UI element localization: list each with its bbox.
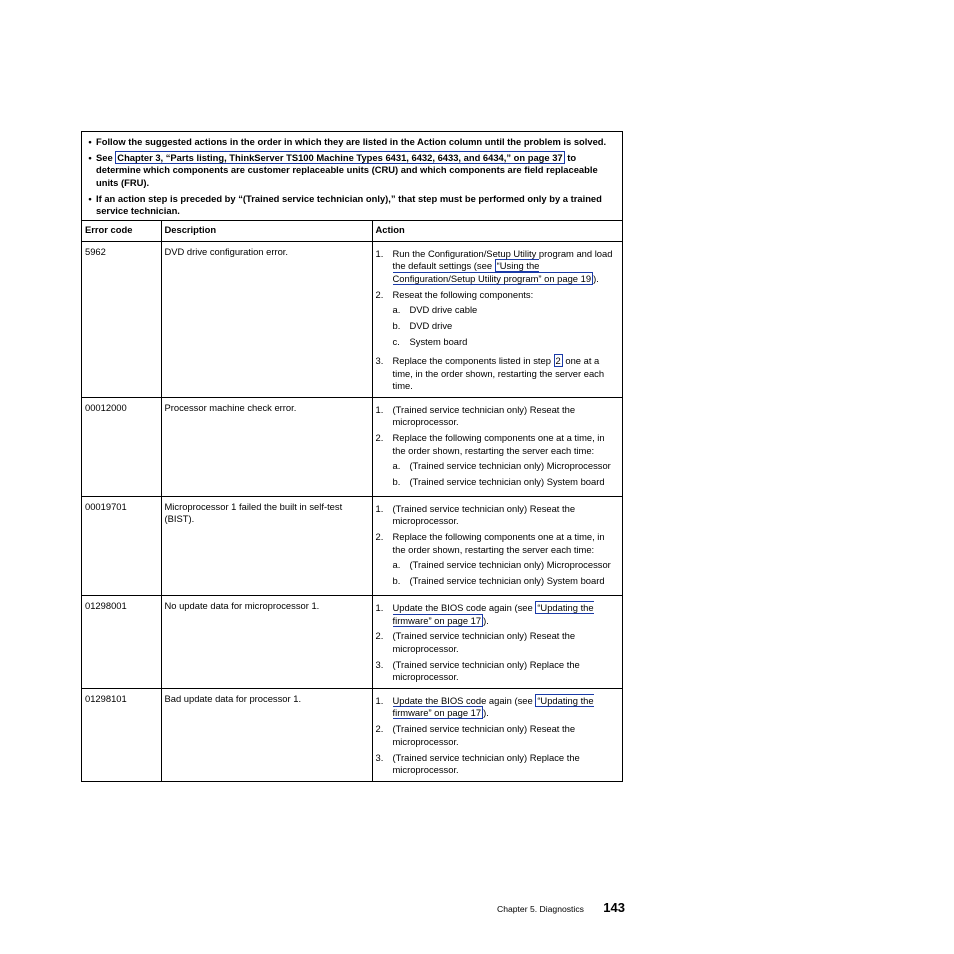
table-row xyxy=(82,397,622,496)
step-text-before-link: Replace the components listed in step xyxy=(392,354,554,366)
sub-step-text: DVD drive xyxy=(409,320,453,332)
step-number: 1. xyxy=(375,694,384,706)
header-action: Action xyxy=(372,221,622,242)
page-number: 143 xyxy=(603,900,625,915)
action-step xyxy=(376,723,620,748)
error-code-table xyxy=(82,220,622,781)
sub-steps xyxy=(393,304,620,348)
action-steps xyxy=(376,602,620,684)
note-prefix: See xyxy=(96,152,116,164)
action-step xyxy=(376,289,620,352)
step-text xyxy=(393,531,620,591)
action-step xyxy=(376,432,620,492)
table-body xyxy=(82,241,622,781)
usage-notes xyxy=(82,132,622,220)
cross-reference-link[interactable]: “Using the Configuration/Setup Utility program” on page 19 xyxy=(392,260,592,284)
step-text-before-link: Update the BIOS code again (see xyxy=(392,601,536,613)
action-step xyxy=(376,248,620,286)
step-body: (Trained service technician only) Replace the microprocessor. xyxy=(392,751,580,776)
table-row xyxy=(82,241,622,397)
action-steps xyxy=(376,503,620,591)
error-code-cell: 01298101 xyxy=(82,688,161,780)
action-step xyxy=(376,659,620,684)
note-text: Follow the suggested actions in the order in which they are listed in the Action column until the problem is solved. xyxy=(96,136,607,147)
error-code-cell: 5962 xyxy=(82,241,161,397)
action-step xyxy=(376,503,620,528)
step-number: 1. xyxy=(375,601,384,613)
bullet: • xyxy=(88,136,92,147)
sub-step xyxy=(393,559,620,572)
step-text xyxy=(393,404,620,429)
sub-step-text: System board xyxy=(409,335,468,347)
sub-step-text: DVD drive cable xyxy=(409,304,478,316)
error-code-cell: 01298001 xyxy=(82,595,161,688)
step-text-before-link: Run the Configuration/Setup Utility program and load the default settings (see xyxy=(392,247,613,272)
sub-step-text: (Trained service technician only) System board xyxy=(409,575,605,587)
header-error-code: Error code xyxy=(82,221,161,242)
step-body: (Trained service technician only) Replace the microprocessor. xyxy=(392,658,580,683)
step-body: Replace the following components one at a time, in the order shown, restarting the server each time: xyxy=(392,432,605,456)
bullet: • xyxy=(88,152,92,164)
step-number: 1. xyxy=(375,502,384,514)
step-body: (Trained service technician only) Reseat the microprocessor. xyxy=(392,502,576,527)
header-description: Description xyxy=(161,221,372,242)
table-row xyxy=(82,496,622,595)
cross-reference-link[interactable]: “Updating the firmware” on page 17 xyxy=(392,601,594,626)
action-step xyxy=(376,602,620,627)
sub-step xyxy=(393,320,620,333)
note-suffix: to determine which components are customer replaceable units (CRU) and which components are field replaceable units (FRU). xyxy=(96,152,598,188)
step-text xyxy=(393,659,620,684)
step-number: 2. xyxy=(375,288,384,300)
error-code-cell: 00019701 xyxy=(82,496,161,595)
note-item xyxy=(84,152,618,189)
step-body: (Trained service technician only) Reseat the microprocessor. xyxy=(392,723,576,747)
table-row xyxy=(82,688,622,780)
step-text xyxy=(393,289,620,352)
step-text-after-link: ). xyxy=(593,273,599,284)
note-item xyxy=(84,193,618,217)
action-step xyxy=(376,355,620,393)
action-cell xyxy=(372,688,622,780)
step-text xyxy=(393,723,620,748)
step-text xyxy=(393,355,620,393)
sub-step-letter: a. xyxy=(392,460,401,472)
action-cell xyxy=(372,595,622,688)
sub-steps xyxy=(393,460,620,488)
step-number: 3. xyxy=(375,751,384,763)
step-number: 2. xyxy=(375,723,384,735)
sub-step xyxy=(393,460,620,473)
description-cell: Microprocessor 1 failed the built in self-test (BIST). xyxy=(161,496,372,595)
step-text xyxy=(393,630,620,655)
bullet: • xyxy=(88,192,92,204)
sub-step xyxy=(393,336,620,349)
sub-step-letter: b. xyxy=(392,320,401,332)
sub-step xyxy=(393,476,620,489)
step-number: 1. xyxy=(375,247,384,259)
step-body: (Trained service technician only) Reseat the microprocessor. xyxy=(392,403,576,428)
step-text xyxy=(393,752,620,777)
action-step xyxy=(376,630,620,655)
action-cell xyxy=(372,241,622,397)
error-code-cell: 00012000 xyxy=(82,397,161,496)
step-number: 2. xyxy=(375,531,384,543)
action-steps xyxy=(376,404,620,492)
sub-step xyxy=(393,304,620,317)
cross-reference-link[interactable]: “Updating the firmware” on page 17 xyxy=(392,694,594,719)
sub-step-text: (Trained service technician only) System board xyxy=(409,476,605,488)
description-cell: DVD drive configuration error. xyxy=(161,241,372,397)
action-cell xyxy=(372,496,622,595)
step-text-before-link: Update the BIOS code again (see xyxy=(392,694,536,706)
step-text-after-link: ). xyxy=(483,707,489,719)
step-number: 1. xyxy=(375,403,384,415)
chapter-title: Chapter 5. Diagnostics xyxy=(497,904,584,914)
sub-step-letter: a. xyxy=(392,304,401,316)
note-item xyxy=(84,136,618,148)
action-step xyxy=(376,695,620,720)
step-number: 2. xyxy=(375,630,384,642)
step-body: Reseat the following components: xyxy=(392,288,534,300)
step-text xyxy=(393,602,620,627)
action-cell xyxy=(372,397,622,496)
sub-step-letter: b. xyxy=(392,575,401,587)
error-code-table-frame xyxy=(81,131,623,782)
step-text xyxy=(393,248,620,286)
cross-reference-link[interactable]: 2 xyxy=(555,354,561,366)
sub-step-letter: a. xyxy=(392,559,401,571)
description-cell: No update data for microprocessor 1. xyxy=(161,595,372,688)
page-footer xyxy=(497,900,625,918)
step-number: 2. xyxy=(375,432,384,444)
sub-steps xyxy=(393,559,620,587)
sub-step-letter: c. xyxy=(392,335,400,347)
sub-step-text: (Trained service technician only) Microprocessor xyxy=(409,460,611,472)
note-text: If an action step is preceded by “(Trained service technician only),” that step must be performed only by a trained service technician. xyxy=(96,192,602,217)
sub-step-text: (Trained service technician only) Microprocessor xyxy=(409,559,611,571)
action-steps xyxy=(376,248,620,393)
step-number: 3. xyxy=(375,354,384,366)
step-text xyxy=(393,503,620,528)
table-row xyxy=(82,595,622,688)
step-body: Replace the following components one at a time, in the order shown, restarting the server each time: xyxy=(392,531,605,555)
action-steps xyxy=(376,695,620,777)
parts-listing-link[interactable]: Chapter 3, “Parts listing, ThinkServer TS100 Machine Types 6431, 6432, 6433, and 6434,” on page 37 xyxy=(117,152,563,164)
sub-step xyxy=(393,575,620,588)
step-text xyxy=(393,695,620,720)
action-step xyxy=(376,404,620,429)
description-cell: Bad update data for processor 1. xyxy=(161,688,372,780)
step-text-after-link: one at a time, in the order shown, restarting the server each time. xyxy=(392,354,605,392)
table-header-row xyxy=(82,221,622,242)
step-number: 3. xyxy=(375,658,384,670)
step-text-after-link: ). xyxy=(483,614,489,626)
step-text xyxy=(393,432,620,492)
note-text xyxy=(96,152,618,189)
description-cell: Processor machine check error. xyxy=(161,397,372,496)
action-step xyxy=(376,531,620,591)
step-body: (Trained service technician only) Reseat the microprocessor. xyxy=(392,630,576,654)
sub-step-letter: b. xyxy=(392,476,401,488)
action-step xyxy=(376,752,620,777)
